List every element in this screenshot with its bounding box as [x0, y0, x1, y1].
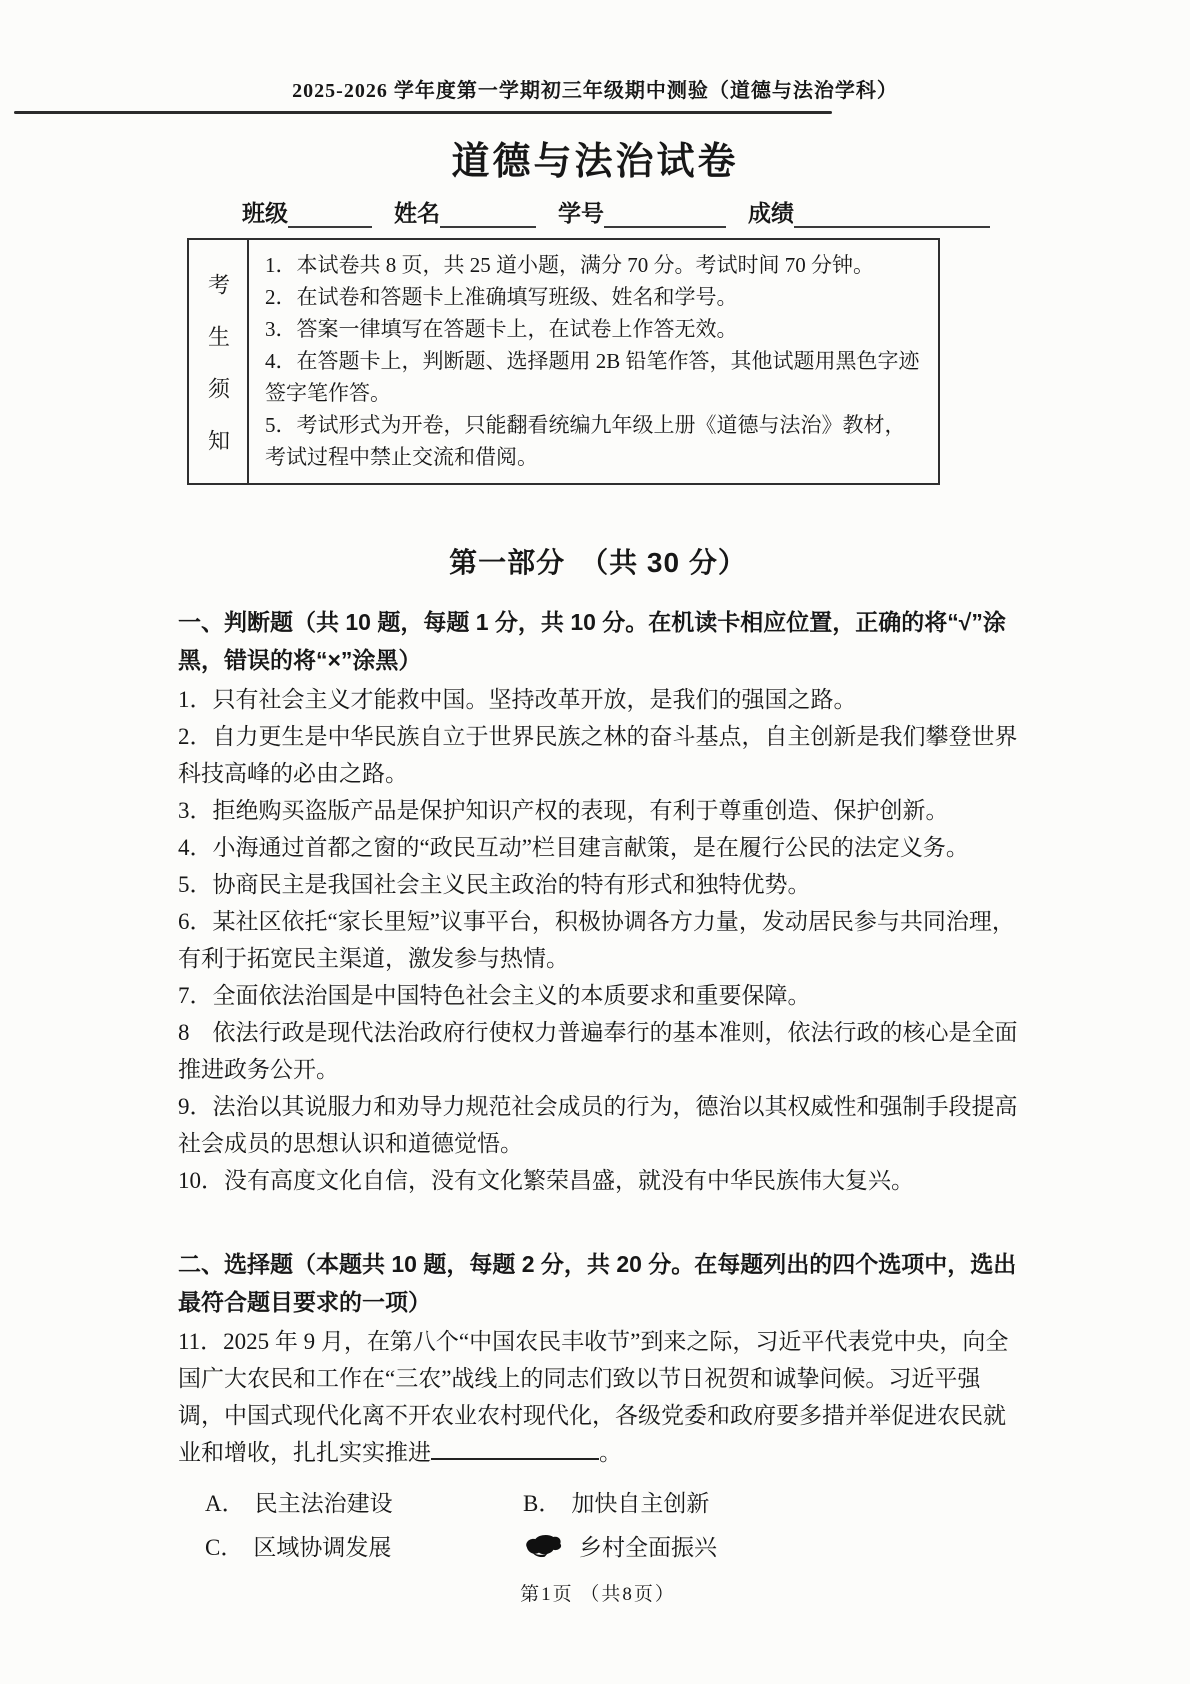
notice-item: 2．在试卷和答题卡上准确填写班级、姓名和学号。 [265, 285, 738, 309]
option-c-text: 区域协调发展 [253, 1534, 392, 1560]
name-field-label: 姓名 [394, 201, 440, 226]
name-field-blank [440, 202, 536, 228]
header-rule [14, 111, 832, 114]
exam-title: 道德与法治试卷 [451, 141, 739, 183]
option-a-text: 民主法治建设 [254, 1490, 393, 1516]
score-field-label: 成绩 [748, 201, 794, 226]
exam-session-header: 2025-2026 学年度第一学期初三年级期中测验（道德与法治学科） [292, 80, 898, 102]
option-a-label: A． [205, 1490, 245, 1516]
notice-body [249, 240, 938, 483]
ink-blob-icon [522, 1532, 564, 1559]
options-row-1 [205, 1479, 1018, 1523]
option-d-text: 乡村全面振兴 [579, 1534, 717, 1560]
option-b [523, 1485, 841, 1518]
student-info-row [242, 198, 1018, 228]
judgement-question-2: 2．自力更生是中华民族自立于世界民族之林的奋斗基点，自主创新是我们攀登世界科技高峰的必由之路。 [178, 724, 1018, 786]
score-field-blank [794, 202, 990, 228]
option-b-text: 加快自主创新 [571, 1490, 710, 1516]
judgement-question-3: 3．拒绝购买盗版产品是保护知识产权的表现，有利于尊重创造、保护创新。 [178, 798, 949, 823]
part1-instructions: 一、判断题（共 10 题，每题 1 分，共 10 分。在机读卡相应位置，正确的将“√”涂黑，错误的将“×”涂黑） [178, 609, 1006, 673]
judgement-question-7: 7．全面依法治国是中国特色社会主义的本质要求和重要保障。 [178, 983, 811, 1008]
judgement-question-9: 9．法治以其说服力和劝导力规范社会成员的行为，德治以其权威性和强制手段提高社会成员的思想认识和道德觉悟。 [178, 1094, 1018, 1156]
class-field-label: 班级 [242, 201, 288, 226]
part1-heading: 第一部分 （共 30 分） [449, 547, 747, 578]
options-row-2 [205, 1523, 1018, 1567]
option-c-label: C． [205, 1534, 244, 1560]
option-d [523, 1529, 841, 1562]
student-id-field-label: 学号 [558, 201, 604, 226]
question-11-stem [178, 1323, 1018, 1471]
judgement-question-10: 10．没有高度文化自信，没有文化繁荣昌盛，就没有中华民族伟大复兴。 [178, 1168, 914, 1193]
option-a [205, 1485, 523, 1518]
judgement-question-8: 8 依法行政是现代法治政府行使权力普遍奉行的基本准则，依法行政的核心是全面推进政务公开。 [178, 1020, 1018, 1082]
class-field-blank [288, 202, 372, 228]
question-11-suffix: 。 [599, 1440, 622, 1465]
notice-side-label: 考生须知 [205, 272, 231, 481]
notice-item: 1．本试卷共 8 页，共 25 道小题，满分 70 分。考试时间 70 分钟。 [265, 253, 874, 277]
student-id-field-blank [604, 202, 726, 228]
judgement-question-6: 6．某社区依托“家长里短”议事平台，积极协调各方力量，发动居民参与共同治理，有利于拓宽民主渠道，激发参与热情。 [178, 909, 1015, 971]
judgement-question-5: 5．协商民主是我国社会主义民主政治的特有形式和独特优势。 [178, 872, 811, 897]
option-b-label: B． [523, 1490, 562, 1516]
notice-item: 3．答案一律填写在答题卡上，在试卷上作答无效。 [265, 317, 738, 341]
answer-blank [431, 1438, 599, 1460]
option-c [205, 1529, 523, 1562]
judgement-question-4: 4．小海通过首都之窗的“政民互动”栏目建言献策，是在履行公民的法定义务。 [178, 835, 969, 860]
notice-side-column [189, 240, 249, 483]
notice-item: 5．考试形式为开卷，只能翻看统编九年级上册《道德与法治》教材，考试过程中禁止交流和借阅。 [265, 413, 906, 469]
part2-instructions: 二、选择题（本题共 10 题，每题 2 分，共 20 分。在每题列出的四个选项中，选出最符合题目要求的一项） [178, 1251, 1017, 1315]
question-11-text: 11．2025 年 9 月，在第八个“中国农民丰收节”到来之际，习近平代表党中央，向全国广大农民和工作在“三农”战线上的同志们致以节日祝贺和诚挚问候。习近平强调，中国式现代化离不开农业农村现代化，各级党委和政府要多措并举促进农民就业和增收，扎扎实实推进 [178, 1329, 1009, 1465]
candidate-notice-box [187, 238, 940, 485]
question-11-options [205, 1479, 1018, 1567]
page-footer: 第1页 （共8页） [520, 1584, 676, 1605]
judgement-question-1: 1．只有社会主义才能救中国。坚持改革开放，是我们的强国之路。 [178, 687, 857, 712]
notice-item: 4．在答题卡上，判断题、选择题用 2B 铅笔作答，其他试题用黑色字迹签字笔作答。 [265, 349, 920, 405]
